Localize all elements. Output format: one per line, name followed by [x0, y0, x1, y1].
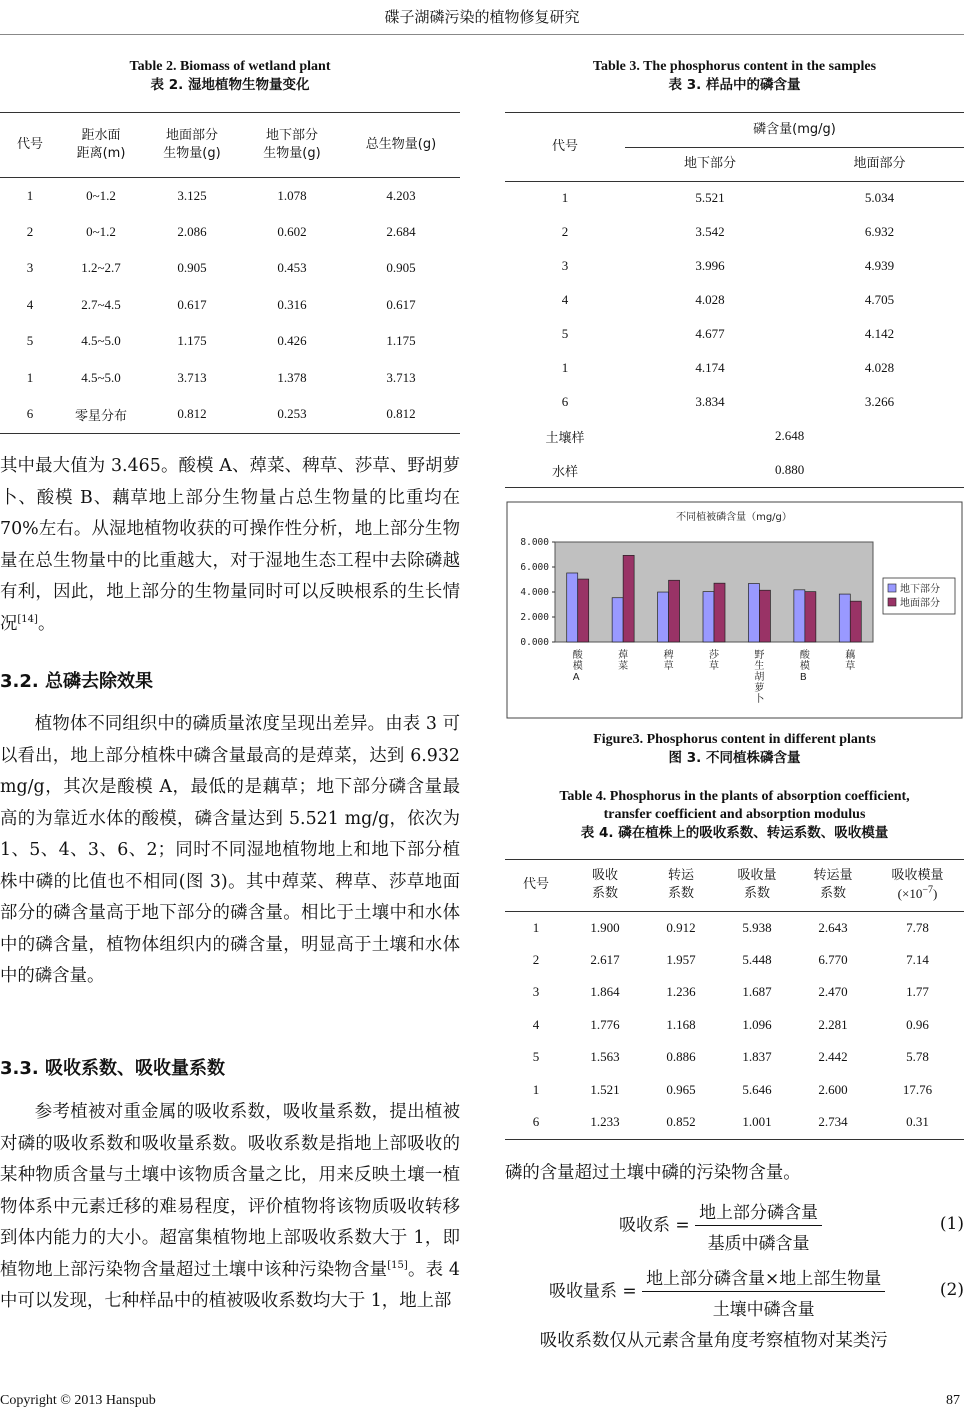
table3-cell-code: 6	[561, 394, 569, 409]
table2-cell-total: 0.617	[386, 296, 416, 312]
formula-1-fraction	[695, 1198, 822, 1254]
running-head: 碟子湖磷污染的植物修复研究	[384, 8, 580, 26]
table2-cell-distance: 2.7~4.5	[81, 296, 121, 312]
table3-cell-above: 4.705	[864, 292, 895, 307]
formula-2-fraction	[642, 1264, 885, 1320]
table2-cell-code: 4	[26, 296, 34, 312]
table2-cell-above: 1.175	[177, 333, 207, 349]
formula-1	[505, 1198, 964, 1258]
table4-cell-absorption: 2.617	[590, 951, 620, 967]
table2-cell-above: 3.125	[177, 187, 207, 203]
table2-header-distance: 距水面 距离(m)	[76, 127, 126, 161]
table4-header-absorption: 吸收 系数	[591, 868, 618, 902]
table4-cell-transfer-amount: 2.442	[818, 1049, 848, 1065]
table3-cell-below: 4.174	[695, 360, 725, 375]
bar-above-3	[669, 580, 680, 642]
table-row	[505, 215, 964, 249]
table4-cell-code: 2	[532, 951, 540, 967]
table4-cell-transfer-amount: 2.734	[818, 1114, 848, 1130]
table2-header-total: 总生物量(g)	[365, 136, 437, 152]
table3-water-value: 0.880	[775, 462, 805, 477]
right-line-1: 磷的含量超过土壤中磷的污染物含量。	[505, 1163, 801, 1183]
table2-cell-distance: 0~1.2	[86, 223, 116, 239]
table4	[505, 859, 964, 1140]
table3-cell-code: 2	[561, 224, 569, 239]
formula-2-numerator: 地上部分磷含量×地上部生物量	[642, 1264, 885, 1292]
table2-cell-distance: 1.2~2.7	[81, 260, 121, 276]
table3-cell-below: 3.542	[695, 224, 725, 239]
y-tick-label: 4.000	[520, 587, 549, 598]
table-row	[505, 181, 964, 215]
x-tick-label: 蔊菜	[618, 650, 629, 672]
y-tick-label: 6.000	[520, 562, 549, 573]
paragraph-phosphorus-removal: 植物体不同组织中的磷质量浓度呈现出差异。由表 3 可以看出，地上部分植株中磷含量最高的是蔊菜，达到 6.932 mg/g，其次是酸模 A，最低的是藕草；地下部分磷含量最高的为靠近水体的酸模，磷含量达到 5.521 mg/g，依次为 1、5、4、3、6、2；同时不同湿地植物地上和地下部分植株中磷的比值也不相同(图 3)。其中蔊菜、稗草、莎草地面部分的磷含量高于地下部分的磷含量。相比于土壤中和水体中的磷含量，植物体组织内的磷含量，明显高于土壤和水体中的磷含量。	[0, 714, 460, 986]
formula-2-number: (2)	[939, 1280, 964, 1300]
bar-above-5	[759, 590, 770, 642]
table4-cell-absorption: 1.864	[590, 984, 620, 1000]
bar-above-4	[714, 583, 725, 642]
footer-page-number: 87	[946, 1393, 960, 1408]
table2-header-below: 地下部分 生物量(g)	[263, 127, 321, 161]
table-row	[0, 396, 460, 433]
table4-cell-transfer: 1.236	[666, 984, 696, 1000]
table4-cell-transfer-amount: 2.643	[818, 919, 848, 935]
table2-caption-zh: 表 2. 湿地植物生物量变化	[150, 77, 310, 93]
table-row	[505, 1009, 964, 1042]
table2-cell-distance: 4.5~5.0	[81, 369, 121, 385]
table2-cell-code: 6	[26, 406, 34, 422]
table3-header-below: 地下部分	[683, 156, 736, 171]
table3-cell-code: 1	[561, 360, 569, 375]
table4-cell-transfer: 0.965	[666, 1081, 696, 1097]
table4-cell-modulus: 17.76	[902, 1081, 933, 1097]
table4-cell-transfer: 0.886	[666, 1049, 696, 1065]
table4-cell-transfer: 0.912	[666, 919, 696, 935]
table3-cell-code: 4	[561, 292, 569, 307]
table-row	[0, 177, 460, 214]
figure3-chart	[505, 500, 964, 720]
table3-cell-code: 5	[561, 326, 569, 341]
legend-label-2: 地面部分	[900, 598, 940, 609]
x-tick-label: 藕草	[845, 650, 856, 672]
section-3-3-heading: 3.3. 吸收系数、吸收量系数	[0, 1058, 225, 1079]
bar-below-1	[567, 573, 578, 642]
table4-cell-code: 1	[532, 1081, 540, 1097]
x-tick-label: 酸模 A	[572, 650, 583, 683]
bar-above-7	[850, 601, 861, 642]
table3-caption	[505, 58, 964, 94]
chart-title: 不同植被磷含量（mg/g）	[676, 512, 792, 523]
paragraph-absorption: 参考植被对重金属的吸收系数，吸收量系数，提出植被对磷的吸收系数和吸收量系数。吸收系数是指地上部吸收的某种物质含量与土壤中该物质含量之比，用来反映土壤一植物体系中元素迁移的难易程度，评价植物将该物质吸收转移到体内能力的大小。超富集植物地上部吸收系数大于 1，即植物地上部污染物含量超过土壤中该种污染物含量[15]。表 4 中可以发现，七种样品中的植被吸收系数均大于 1，地上部	[0, 1102, 460, 1311]
table4-header-transfer: 转运 系数	[667, 868, 694, 902]
table4-caption	[505, 788, 964, 842]
table4-cell-code: 3	[532, 984, 540, 1000]
formula-1-lhs: 吸收系 =	[619, 1215, 690, 1236]
table4-cell-transfer-amount: 2.281	[818, 1016, 848, 1032]
right-last-line: 吸收系数仅从元素含量角度考察植物对某类污	[539, 1331, 888, 1351]
table4-cell-code: 1	[532, 919, 540, 935]
table4-caption-zh: 表 4. 磷在植株上的吸收系数、转运系数、吸收模量	[580, 825, 889, 841]
table4-header-absorb-amount: 吸收量 系数	[737, 868, 777, 902]
table2-caption-en: Table 2. Biomass of wetland plant	[129, 59, 331, 74]
table4-cell-absorption: 1.233	[590, 1114, 620, 1130]
table3-cell-above: 6.932	[864, 224, 895, 239]
x-tick-label: 莎草	[709, 650, 719, 672]
table2-cell-code: 5	[26, 333, 34, 349]
table2-cell-below: 1.378	[277, 369, 307, 385]
table2-cell-above: 2.086	[177, 223, 207, 239]
table-row	[505, 976, 964, 1009]
table4-cell-absorb-amount: 1.096	[742, 1016, 772, 1032]
table4-header-code: 代号	[522, 877, 549, 893]
bar-below-6	[794, 590, 805, 642]
table3-caption-en: Table 3. The phosphorus content in the samples	[592, 59, 877, 74]
header-rule	[0, 34, 964, 35]
table3-header-group: 磷含量(mg/g)	[625, 113, 964, 147]
table2-cell-below: 0.253	[277, 406, 307, 422]
table2-cell-distance: 4.5~5.0	[81, 333, 121, 349]
table2-cell-code: 1	[26, 187, 34, 203]
formula-2-denominator: 土壤中磷含量	[712, 1300, 815, 1320]
table3-row-soil	[505, 419, 964, 453]
table2-header-above: 地面部分 生物量(g)	[163, 127, 221, 161]
table3-cell-above: 3.266	[864, 394, 895, 409]
bar-below-5	[748, 584, 759, 642]
table4-header-modulus-unit: $(\times 10^{-7})$	[897, 884, 938, 901]
phosphorus-bar-chart	[505, 500, 964, 720]
table4-cell-modulus: 0.96	[906, 1016, 929, 1032]
table3-caption-zh: 表 3. 样品中的磷含量	[668, 77, 801, 93]
table3-soil-label: 土壤样	[545, 430, 585, 446]
formula-1-numerator: 地上部分磷含量	[695, 1198, 822, 1226]
table3-cell-above: 4.939	[864, 258, 895, 273]
table4-cell-modulus: 5.78	[906, 1049, 929, 1065]
formula-1-number: (1)	[939, 1214, 964, 1234]
paragraph-biomass: 其中最大值为 3.465。酸模 A、蔊菜、稗草、莎草、野胡萝卜、酸模 B、藕草地上部分生物量占总生物量的比重均在 70%左右。从湿地植物收获的可操作性分析，地上部分生物量在总生物量中的比重越大，对于湿地生态工程中去除磷越有利，因此，地上部分的生物量同时可以反映根系的生长情况[14]。	[0, 456, 460, 634]
table4-cell-transfer-amount: 2.600	[818, 1081, 848, 1097]
table-row	[505, 1041, 964, 1074]
table2-cell-above: 0.812	[177, 406, 207, 422]
table4-cell-modulus: 7.14	[906, 951, 929, 967]
table2	[0, 112, 460, 434]
bar-above-6	[805, 592, 816, 642]
table2-cell-code: 2	[26, 223, 34, 239]
bar-below-2	[612, 598, 623, 642]
legend-swatch-2	[888, 598, 896, 606]
table4-cell-modulus: 7.78	[906, 919, 929, 935]
table2-cell-above: 0.617	[177, 296, 207, 312]
table4-caption-en-2: transfer coefficient and absorption modulus	[603, 807, 866, 822]
table-row	[505, 1106, 964, 1139]
table4-cell-absorb-amount: 1.001	[742, 1114, 772, 1130]
table-row	[505, 317, 964, 351]
table2-cell-total: 3.713	[386, 369, 416, 385]
legend-swatch-1	[888, 584, 896, 592]
table4-header-modulus	[871, 860, 964, 911]
x-tick-label: 酸模 B	[799, 650, 810, 683]
table4-cell-transfer: 1.168	[666, 1016, 696, 1032]
table3-cell-above: 5.034	[864, 190, 895, 206]
table2-cell-below: 0.316	[277, 296, 307, 312]
y-tick-label: 8.000	[520, 537, 549, 548]
table2-header-row	[0, 113, 460, 177]
table4-cell-transfer-amount: 6.770	[818, 951, 848, 967]
table4-cell-code: 5	[532, 1049, 540, 1065]
table4-cell-modulus: 0.31	[906, 1114, 929, 1130]
table3-cell-below: 3.834	[695, 394, 725, 409]
table3-cell-below: 3.996	[695, 258, 725, 273]
table-row	[505, 911, 964, 944]
table4-cell-code: 6	[532, 1114, 540, 1130]
table3-water-label: 水样	[551, 464, 578, 480]
table4-header-transfer-amount: 转运量 系数	[813, 868, 853, 902]
table4-cell-absorb-amount: 5.646	[742, 1081, 772, 1097]
table2-cell-total: 0.905	[386, 260, 416, 276]
table3	[505, 112, 964, 488]
table4-cell-absorption: 1.900	[590, 919, 620, 935]
figure3-caption-en: Figure3. Phosphorus content in different plants	[593, 732, 876, 747]
table3-cell-below: 5.521	[695, 190, 725, 206]
table3-cell-code: 3	[561, 258, 569, 273]
table4-cell-absorption: 1.776	[590, 1016, 620, 1032]
table3-soil-value: 2.648	[775, 428, 805, 443]
table2-cell-total: 2.684	[386, 223, 416, 239]
table-row	[0, 360, 460, 397]
table2-cell-code: 3	[26, 260, 34, 276]
x-tick-label: 稗草	[663, 650, 674, 672]
table2-cell-total: 4.203	[386, 187, 416, 203]
table2-cell-above: 0.905	[177, 260, 207, 276]
table-row	[0, 250, 460, 287]
formula-2	[505, 1264, 964, 1324]
table3-cell-below: 4.028	[695, 292, 725, 307]
table4-cell-transfer: 1.957	[666, 951, 696, 967]
table-row	[505, 351, 964, 385]
table-row	[505, 385, 964, 419]
bar-below-3	[658, 592, 669, 642]
section-3-2-heading: 3.2. 总磷去除效果	[0, 671, 153, 692]
y-tick-label: 0.000	[520, 637, 549, 648]
bar-below-7	[839, 594, 850, 642]
bar-below-4	[703, 592, 714, 642]
figure3-caption	[505, 731, 964, 767]
table3-header-above: 地面部分	[853, 156, 906, 171]
table-row	[505, 1074, 964, 1107]
bar-above-1	[578, 579, 589, 642]
table2-cell-distance: 零星分布	[74, 408, 127, 424]
table4-cell-modulus: 1.77	[906, 984, 929, 1000]
table3-cell-code: 1	[561, 190, 569, 206]
table-row	[505, 944, 964, 977]
table4-header-modulus-label: 吸收模量	[891, 867, 944, 883]
table4-cell-transfer: 0.852	[666, 1114, 696, 1130]
y-tick-label: 2.000	[520, 612, 549, 623]
table4-cell-absorption: 1.521	[590, 1081, 620, 1097]
table2-cell-code: 1	[26, 369, 34, 385]
table4-caption-en-1: Table 4. Phosphorus in the plants of absorption coefficient,	[559, 789, 910, 804]
table3-cell-above: 4.028	[864, 360, 895, 375]
table2-cell-below: 0.426	[277, 333, 307, 349]
legend-label-1: 地下部分	[900, 584, 940, 595]
formula-1-denominator: 基质中磷含量	[707, 1234, 810, 1254]
table3-header-code: 代号	[551, 138, 578, 154]
table2-cell-above: 3.713	[177, 369, 207, 385]
table3-cell-above: 4.142	[864, 326, 895, 341]
table4-cell-absorption: 1.563	[590, 1049, 620, 1065]
table2-cell-below: 0.602	[277, 223, 307, 239]
table2-header-code: 代号	[16, 136, 43, 152]
table-row	[0, 323, 460, 360]
table4-cell-code: 4	[532, 1016, 540, 1032]
table4-cell-absorb-amount: 1.837	[742, 1049, 772, 1065]
table2-caption	[0, 58, 460, 94]
left-body-text	[0, 451, 460, 640]
table2-cell-total: 0.812	[386, 406, 416, 422]
table2-cell-below: 0.453	[277, 260, 307, 276]
table4-header-row	[505, 860, 964, 911]
table2-cell-total: 1.175	[386, 333, 416, 349]
figure3-caption-zh: 图 3. 不同植株磷含量	[668, 750, 801, 766]
formula-2-lhs: 吸收量系 =	[549, 1281, 637, 1302]
table-row	[0, 287, 460, 324]
table2-cell-distance: 0~1.2	[86, 187, 116, 203]
table-row	[505, 249, 964, 283]
table-row	[505, 283, 964, 317]
table2-cell-below: 1.078	[277, 187, 307, 203]
footer-copyright: Copyright © 2013 Hanspub	[0, 1393, 156, 1408]
table3-row-water	[505, 453, 964, 487]
x-tick-label: 野生胡萝卜	[754, 650, 765, 705]
table4-cell-absorb-amount: 5.448	[742, 951, 772, 967]
table-row	[0, 214, 460, 251]
bar-above-2	[623, 555, 634, 642]
table4-cell-transfer-amount: 2.470	[818, 984, 848, 1000]
table4-cell-absorb-amount: 5.938	[742, 919, 772, 935]
table3-cell-below: 4.677	[695, 326, 725, 341]
table4-cell-absorb-amount: 1.687	[742, 984, 772, 1000]
